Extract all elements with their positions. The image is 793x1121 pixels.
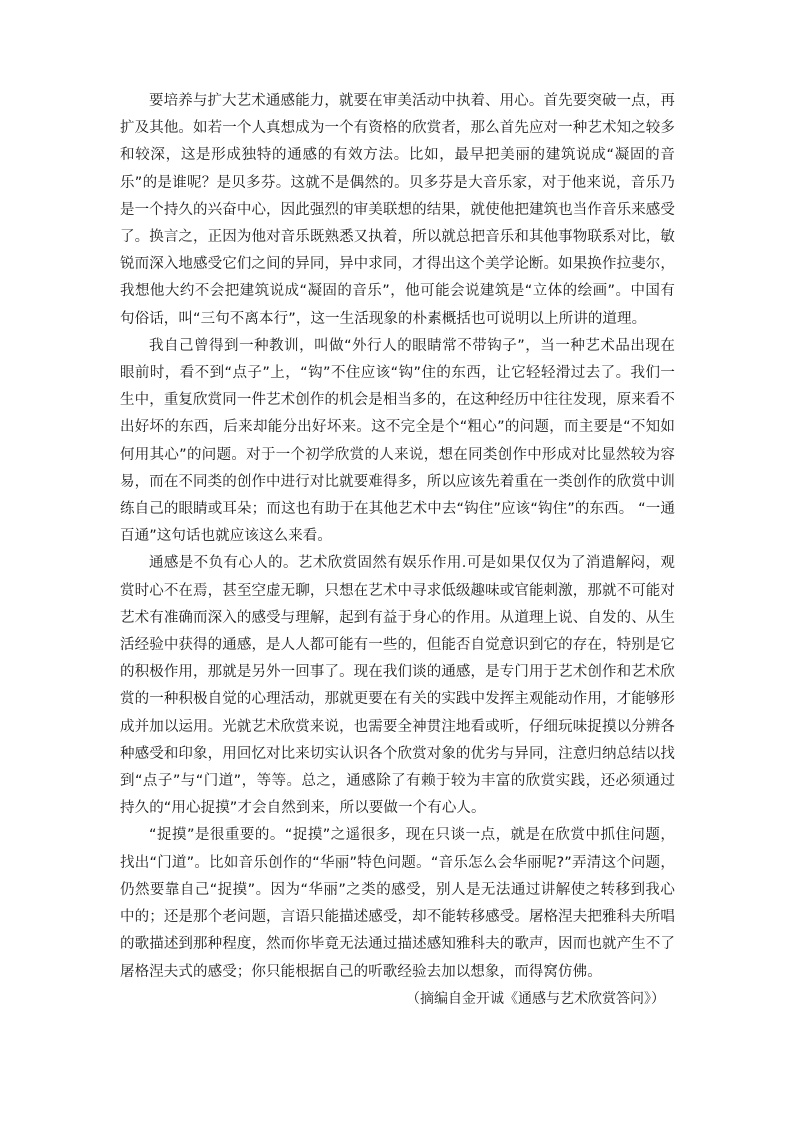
paragraph-2: 我自己曾得到一种教训，叫做“外行人的眼睛常不带钩子”，当一种艺术品出现在眼前时，看不到“点子”上，“钩”不住应该“钩”住的东西，让它轻轻滑过去了。我们一生中，重复欣赏同一件艺术创作的机会是相当多的，在这种经历中往往发现，原来看不出好坏的东西，后来却能分出好坏来。这不完全是个“粗心”的问题，而主要是“不知如何用其心”的问题。对于一个初学欣赏的人来说，想在同类创作中形成对比显然较为容易，而在不同类的创作中进行对比就要难得多，所以应该先着重在一类创作的欣赏中训练自己的眼睛或耳朵；而这也有助于在其他艺术中去“钩住”应该“钩住”的东西。 “一通百通”这句话也就应该这么来看。	[120, 337, 675, 545]
paragraph-4: “捉摸”是很重要的。“捉摸”之遥很多，现在只谈一点，就是在欣赏中抓住问题，找出“门道”。比如音乐创作的“华丽”特色问题。“音乐怎么会华丽呢?”弄清这个问题，仍然要靠自己“捉摸”。因为“华丽”之类的感受，别人是无法通过讲解使之转移到我心中的；还是那个老问题，言语只能描述感受，却不能转移感受。屠格涅夫把雅科夫所唱的歌描述到那种程度，然而你毕竟无法通过描述感知雅科夫的歌声，因而也就产生不了屠格涅夫式的感受；你只能根据自己的听歌经验去加以想象，而得窝仿佛。	[120, 827, 675, 980]
document-body	[120, 88, 675, 1013]
paragraph-3: 通感是不负有心人的。艺术欣赏固然有娱乐作用.可是如果仅仅为了消遣解闷，观赏时心不在焉，甚至空虚无聊，只想在艺术中寻求低级趣味或官能刺激，那就不可能对艺术有准确而深入的感受与理解，起到有益于身心的作用。从道理上说、自发的、从生活经验中获得的通感，是人人都可能有一些的，但能否自觉意识到它的存在，特别是它的积极作用，那就是另外一回事了。现在我们谈的通感，是专门用于艺术创作和艺术欣赏的一种积极自觉的心理活动，那就更要在有关的实践中发挥主观能动作用，才能够形成并加以运用。光就艺术欣赏来说，也需要全神贯注地看或听，仔细玩味捉摸以分辨各种感受和印象，用回忆对比来切实认识各个欣赏对象的优劣与异同，注意归纳总结以找到“点子”与“门道”，等等。总之，通感除了有赖于较为丰富的欣赏实践，还必须通过持久的“用心捉摸”才会自然到来，所以要做一个有心人。	[120, 555, 675, 817]
paragraph-1: 要培养与扩大艺术通感能力，就要在审美活动中执着、用心。首先要突破一点，再扩及其他。如若一个人真想成为一个有资格的欣赏者，那么首先应对一种艺术知之较多和较深，这是形成独特的通感的有效方法。比如，最早把美丽的建筑说成“凝固的音乐”的是谁呢？是贝多芬。这就不是偶然的。贝多芬是大音乐家，对于他来说，音乐乃是一个持久的兴奋中心，因此强烈的审美联想的结果，就使他把建筑也当作音乐来感受了。换言之，正因为他对音乐既熟悉又执着，所以就总把音乐和其他事物联系对比，敏锐而深入地感受它们之间的异同，异中求同，才得出这个美学论断。如果换作拉斐尔，我想他大约不会把建筑说成“凝固的音乐”，他可能会说建筑是“立体的绘画”。中国有句俗话，叫“三句不离本行”，这一生活现象的朴素概括也可说明以上所讲的道理。	[120, 93, 675, 327]
source-citation: （摘编自金开诚《通感与艺术欣赏答问》）	[406, 990, 665, 1007]
